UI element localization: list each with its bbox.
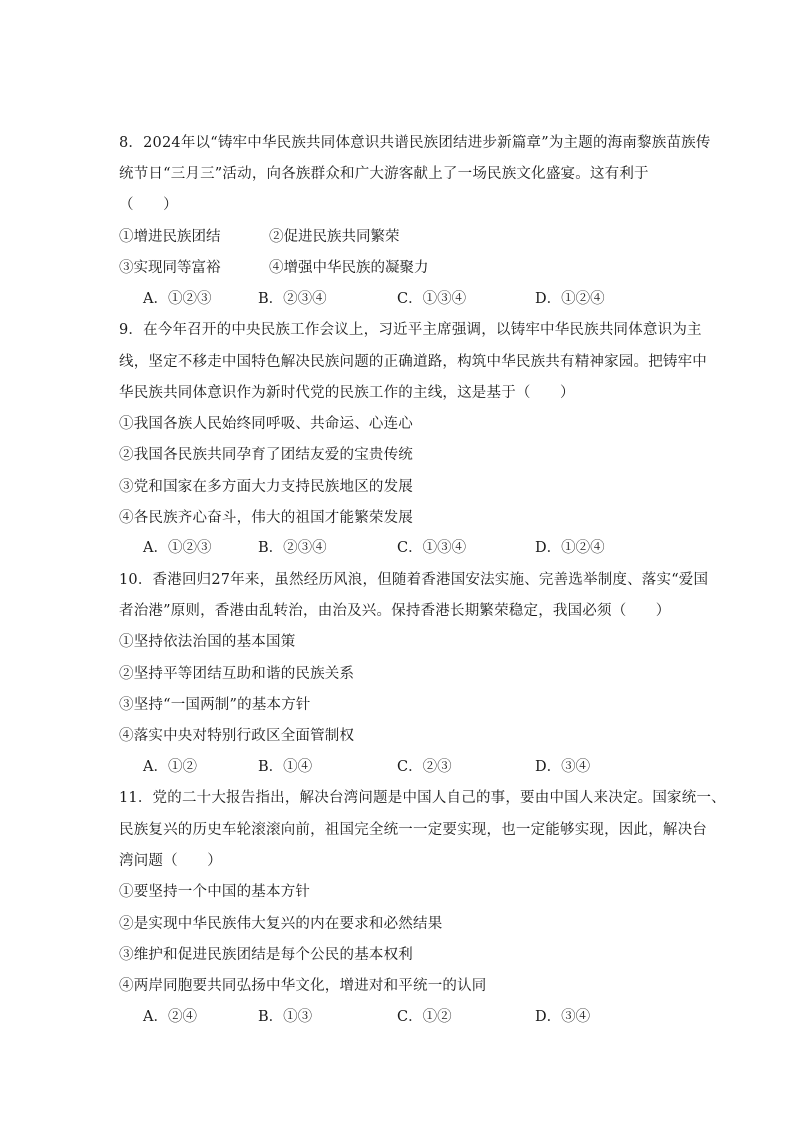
question-9-item-1: ①我国各族人民始终同呼吸、共命运、心连心 [119,416,413,432]
question-8-item-4: ④增强中华民族的凝聚力 [269,260,429,276]
question-10-stem-line-2: 者治港”原则，香港由乱转治，由治及兴。保持香港长期繁荣稳定，我国必须（ ） [119,603,671,619]
question-8-stem-line-1: 8．2024年以“铸牢中华民族共同体意识共谱民族团结进步新篇章”为主题的海南黎族苗族传 [119,135,711,151]
question-8-item-2: ②促进民族共同繁荣 [269,229,400,245]
question-9-stem-line-1: 9．在今年召开的中央民族工作会议上，习近平主席强调，以铸牢中华民族共同体意识为主 [119,322,702,338]
option-d[interactable]: D．①②④ [535,540,605,556]
question-8-stem-line-2: 统节日“三月三”活动，向各族群众和广大游客献上了一场民族文化盛宴。这有利于 [119,166,649,182]
question-8-item-3: ③实现同等富裕 [119,260,221,276]
option-b[interactable]: B．②③④ [258,291,327,307]
question-11-options [0,1007,794,1027]
option-b[interactable]: B．①③ [258,1009,313,1025]
option-a[interactable]: A．①② [143,759,197,775]
option-c[interactable]: C．②③ [397,759,452,775]
option-c[interactable]: C．①③④ [397,540,467,556]
option-b[interactable]: B．①④ [258,759,313,775]
question-8-stem-line-3: （ ） [119,197,178,213]
option-d[interactable]: D．③④ [535,1009,591,1025]
option-c[interactable]: C．①② [397,1009,452,1025]
question-9-stem-line-2: 线，坚定不移走中国特色解决民族问题的正确道路，构筑中华民族共有精神家园。把铸牢中 [119,354,707,370]
question-9-item-3: ③党和国家在多方面大力支持民族地区的发展 [119,479,413,495]
question-10-item-2: ②坚持平等团结互助和谐的民族关系 [119,666,355,682]
question-11-item-4: ④两岸同胞要共同弘扬中华文化，增进对和平统一的认同 [119,978,487,994]
option-b[interactable]: B．②③④ [258,540,327,556]
option-d[interactable]: D．①②④ [535,291,605,307]
question-10-item-4: ④落实中央对特别行政区全面管制权 [119,728,355,744]
question-9-stem-line-3: 华民族共同体意识作为新时代党的民族工作的主线，这是基于（ ） [119,385,575,401]
question-8-options [0,289,794,309]
option-a[interactable]: A．②④ [143,1009,197,1025]
question-10-stem-line-1: 10．香港回归27年来，虽然经历风浪，但随着香港国安法实施、完善选举制度、落实“爱国 [119,572,709,588]
question-11-item-3: ③维护和促进民族团结是每个公民的基本权利 [119,947,413,963]
question-9-item-4: ④各民族齐心奋斗，伟大的祖国才能繁荣发展 [119,510,413,526]
question-10-options [0,757,794,777]
option-c[interactable]: C．①③④ [397,291,467,307]
question-10-item-3: ③坚持“一国两制”的基本方针 [119,697,311,713]
question-11-stem-line-3: 湾问题（ ） [119,853,222,869]
option-a[interactable]: A．①②③ [143,291,212,307]
question-11-item-2: ②是实现中华民族伟大复兴的内在要求和必然结果 [119,916,443,932]
question-10-item-1: ①坚持依法治国的基本国策 [119,634,296,650]
question-9-options [0,538,794,558]
question-11-stem-line-1: 11．党的二十大报告指出，解决台湾问题是中国人自己的事，要由中国人来决定。国家统一、 [119,790,726,806]
option-a[interactable]: A．①②③ [143,540,212,556]
option-d[interactable]: D．③④ [535,759,591,775]
question-9-item-2: ②我国各民族共同孕育了团结友爱的宝贵传统 [119,447,413,463]
question-11-item-1: ①要坚持一个中国的基本方针 [119,884,311,900]
question-8-item-1: ①增进民族团结 [119,229,221,245]
question-11-stem-line-2: 民族复兴的历史车轮滚滚向前，祖国完全统一一定要实现，也一定能够实现，因此，解决台 [119,822,707,838]
